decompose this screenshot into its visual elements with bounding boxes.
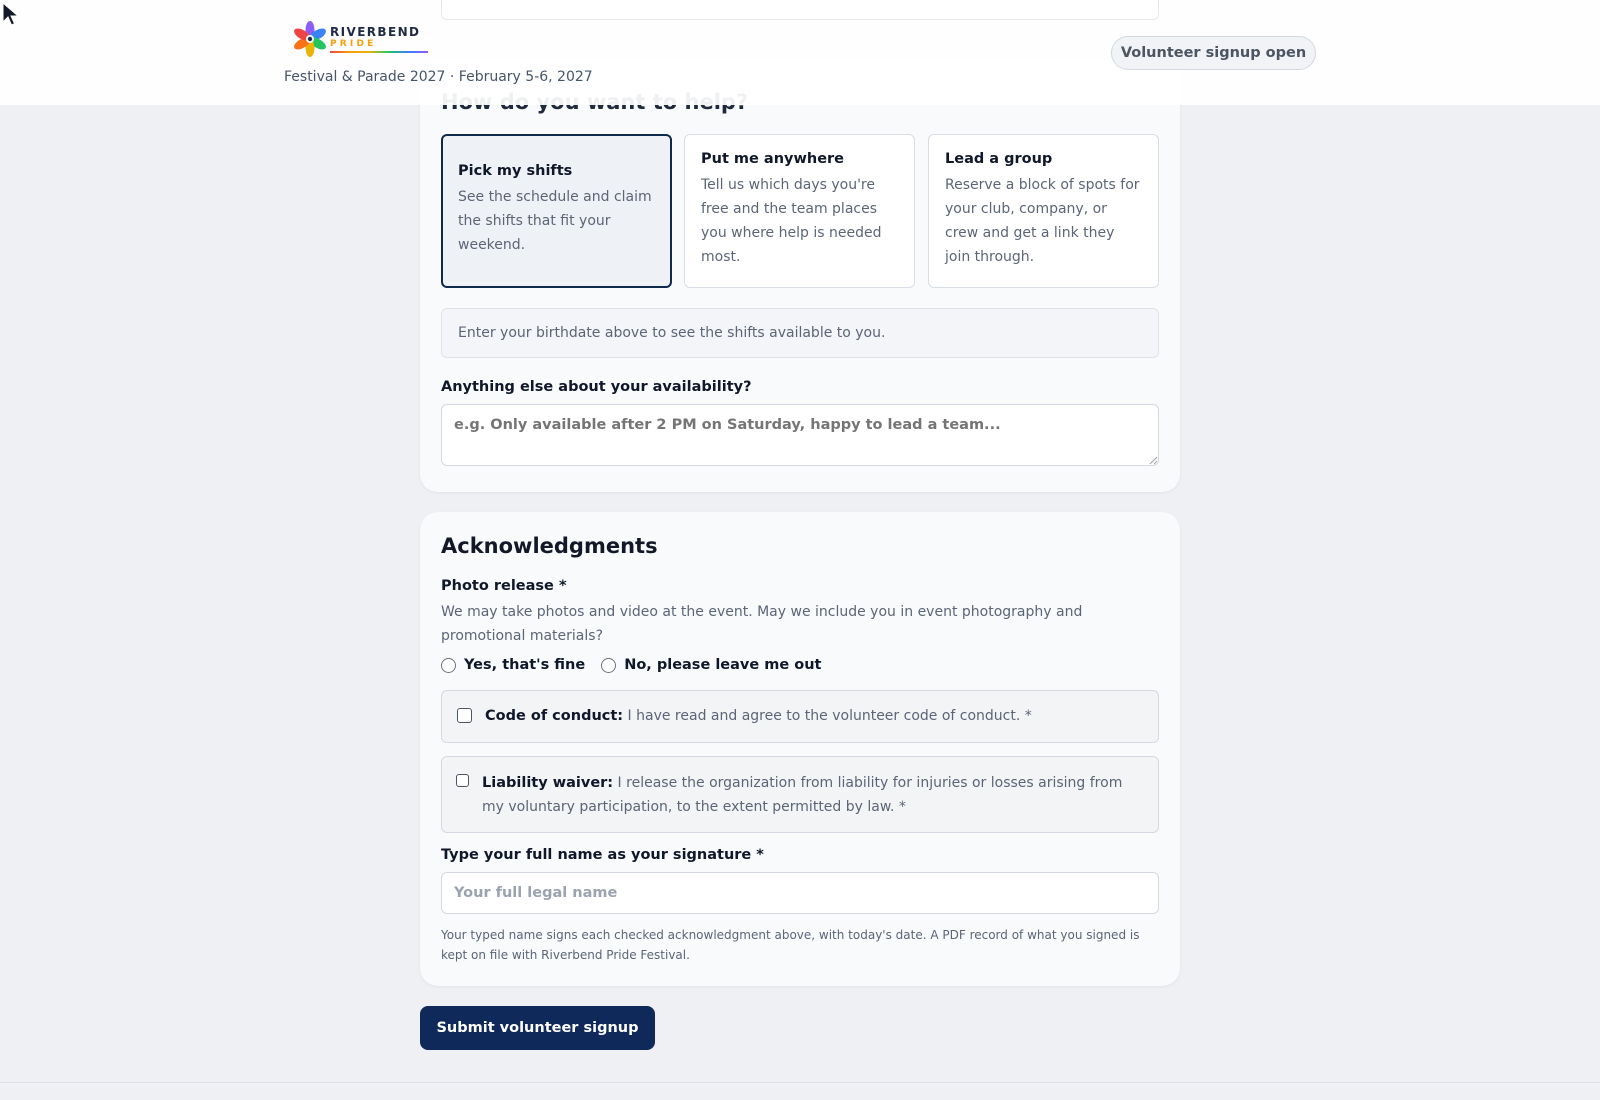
mouse-cursor-icon — [2, 2, 20, 28]
code-of-conduct-text: I have read and agree to the volunteer code of conduct. * — [623, 708, 1032, 724]
liability-waiver-text: I release the organization from liability for injuries or losses arising from my voluntary participation, to the extent permitted by law. * — [482, 775, 1123, 815]
logo-subtitle: PRIDE — [330, 39, 377, 49]
option-description: Reserve a block of spots for your club, company, or crew and get a link they join through. — [945, 177, 1140, 265]
shifts-info-message: Enter your birthdate above to see the shifts available to you. — [441, 308, 1159, 358]
photo-release-yes-radio[interactable] — [441, 658, 456, 673]
rainbow-flower-icon — [292, 20, 328, 58]
liability-waiver-title: Liability waiver: — [482, 775, 614, 791]
option-lead-a-group[interactable] — [928, 134, 1159, 288]
option-put-me-anywhere[interactable] — [684, 134, 915, 288]
signature-label: Type your full name as your signature * — [441, 847, 764, 863]
status-badge: Volunteer signup open — [1111, 36, 1316, 70]
site-header — [0, 0, 1600, 105]
availability-textarea[interactable] — [441, 404, 1159, 466]
photo-release-yes-label: Yes, that's fine — [464, 657, 586, 673]
footer-divider — [0, 1082, 1600, 1083]
liability-waiver-acknowledgment[interactable] — [441, 756, 1159, 833]
code-of-conduct-acknowledgment[interactable] — [441, 690, 1159, 743]
submit-volunteer-signup-button[interactable]: Submit volunteer signup — [420, 1006, 655, 1050]
option-title: Put me anywhere — [701, 151, 845, 167]
resize-handle-icon[interactable] — [1148, 455, 1158, 465]
photo-release-no-radio[interactable] — [601, 658, 616, 673]
option-title: Pick my shifts — [458, 163, 573, 179]
option-pick-my-shifts[interactable] — [441, 134, 672, 288]
photo-release-no-option[interactable] — [601, 657, 821, 673]
riverbend-pride-logo[interactable] — [292, 20, 428, 58]
option-description: See the schedule and claim the shifts that fit your weekend. — [458, 189, 652, 253]
option-description: Tell us which days you're free and the team places you where help is needed most. — [701, 177, 882, 265]
availability-label: Anything else about your availability? — [441, 379, 752, 395]
event-dates: Festival & Parade 2027 · February 5-6, 2027 — [284, 69, 593, 85]
logo-wordmark: RIVERBEND — [330, 25, 421, 39]
signature-input[interactable] — [441, 872, 1159, 914]
code-of-conduct-title: Code of conduct: — [485, 708, 624, 724]
photo-release-label: Photo release * — [441, 578, 567, 594]
photo-release-yes-option[interactable] — [441, 657, 585, 673]
photo-release-no-label: No, please leave me out — [624, 657, 822, 673]
photo-release-description: We may take photos and video at the event. May we include you in event photography and promotional materials? — [441, 604, 1083, 644]
logo-rainbow-bar — [330, 51, 428, 53]
signature-note: Your typed name signs each checked acknowledgment above, with today's date. A PDF record of what you signed is kept on file with Riverbend Pride Festival. — [441, 928, 1140, 962]
option-title: Lead a group — [945, 151, 1053, 167]
photo-release-radio-group — [441, 657, 837, 673]
liability-waiver-checkbox[interactable] — [456, 774, 469, 787]
scrolled-field-remnant — [441, 0, 1159, 20]
code-of-conduct-checkbox[interactable] — [457, 708, 472, 723]
acknowledgments-title: Acknowledgments — [441, 534, 658, 558]
